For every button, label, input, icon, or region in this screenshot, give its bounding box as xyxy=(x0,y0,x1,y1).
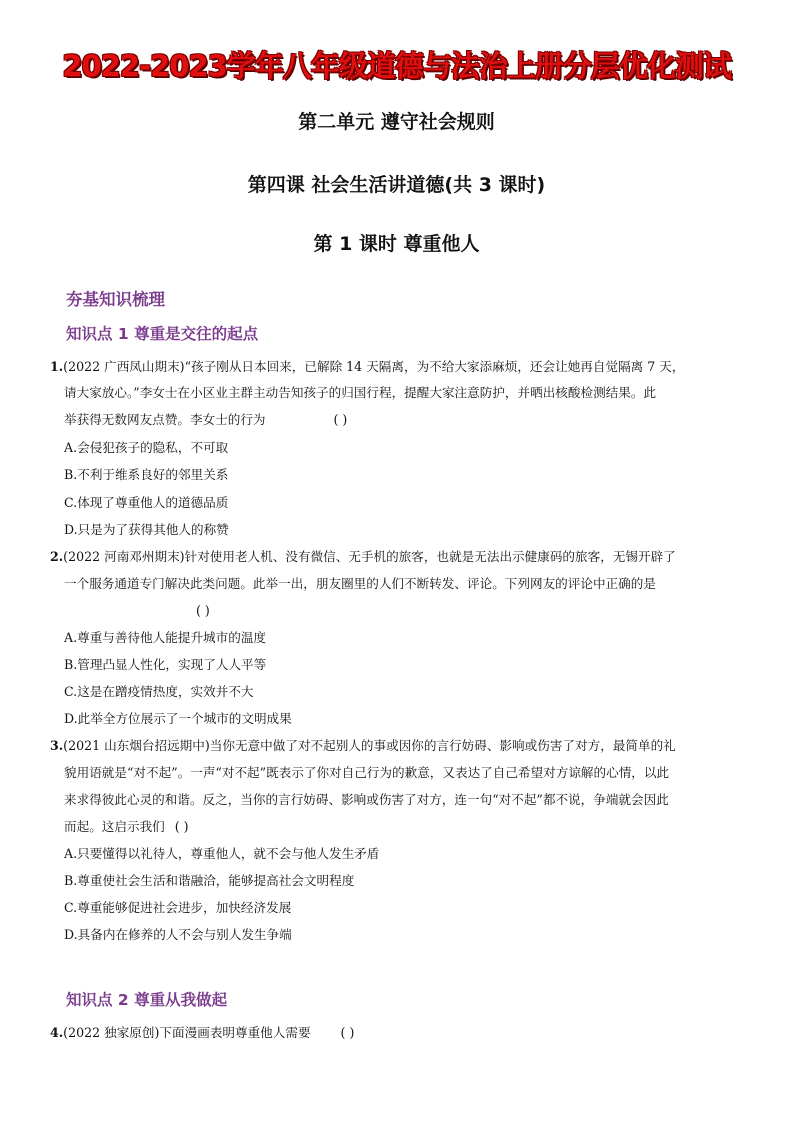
unit-title: 第二单元 遵守社会规则 xyxy=(298,111,495,133)
question-3-line-2: 貌用语就是“对不起”。一声“对不起”既表示了你对自己行为的歉意，又表达了自己希望对方谅解的心情，以此 xyxy=(64,765,670,780)
question-3-option-c: C.尊重能够促进社会进步，加快经济发展 xyxy=(64,900,292,915)
question-2-option-a: A.尊重与善待他人能提升城市的温度 xyxy=(64,630,267,645)
question-1-line-3: 举获得无数网友点赞。李女士的行为 ( ) xyxy=(64,412,348,427)
question-4-line-1: 4.(2022 独家原创)下面漫画表明尊重他人需要 ( ) xyxy=(50,1025,355,1040)
question-1-line-1: 1.(2022 广西凤山期末)“孩子刚从日本回来，已解除 14 天隔离，为不给大家添麻烦，还会让她再自觉隔离 7 天， xyxy=(50,359,685,374)
question-2-line-1: 2.(2022 河南邓州期末)针对使用老人机、没有微信、无手机的旅客，也就是无法出示健康码的旅客，无锡开辟了 xyxy=(50,549,676,564)
section-title: 夯基知识梳理 xyxy=(66,290,165,309)
knowledge-point-2-title: 知识点 2 尊重从我做起 xyxy=(66,991,228,1009)
question-2-option-b: B.管理凸显人性化，实现了人人平等 xyxy=(64,657,267,672)
answer-blank: ( ) xyxy=(196,603,210,618)
question-3-option-a: A.只要懂得以礼待人，尊重他人，就不会与他人发生矛盾 xyxy=(64,846,380,861)
answer-blank: ( ) xyxy=(340,1025,355,1040)
question-3-line-4: 而起。这启示我们 ( ) xyxy=(64,819,189,834)
question-1-option-c: C.体现了尊重他人的道德品质 xyxy=(64,495,229,510)
question-1-option-b: B.不利于维系良好的邻里关系 xyxy=(64,467,229,482)
question-3-line-1: 3.(2021 山东烟台招远期中)当你无意中做了对不起别人的事或因你的言行妨碍、影响或伤害了对方，最简单的礼 xyxy=(50,738,676,753)
question-1-option-a: A.会侵犯孩子的隐私，不可取 xyxy=(64,440,229,455)
document-banner-title: 2022-2023学年八年级道德与法治上册分层优化测试 xyxy=(62,49,731,83)
question-3-option-b: B.尊重使社会生活和谐融洽，能够提高社会文明程度 xyxy=(64,873,355,888)
question-3-option-d: D.具备内在修养的人不会与别人发生争端 xyxy=(64,927,292,942)
question-2-line-2: 一个服务通道专门解决此类问题。此举一出，朋友圈里的人们不断转发、评论。下列网友的评论中正确的是 xyxy=(64,576,656,591)
question-3-line-3: 来求得彼此心灵的和谐。反之，当你的言行妨碍、影响或伤害了对方，连一句“对不起”都不说，争端就会因此 xyxy=(64,792,669,807)
question-number: 1. xyxy=(50,359,64,374)
question-number: 2. xyxy=(50,549,64,564)
question-1-line-2: 请大家放心。”李女士在小区业主群主动告知孩子的归国行程，提醒大家注意防护，并晒出核酸检测结果。此 xyxy=(64,385,657,400)
knowledge-point-1-title: 知识点 1 尊重是交往的起点 xyxy=(66,325,259,343)
question-1-option-d: D.只是为了获得其他人的称赞 xyxy=(64,522,229,537)
answer-blank: ( ) xyxy=(174,819,189,834)
period-title: 第 1 课时 尊重他人 xyxy=(313,233,480,255)
question-number: 3. xyxy=(50,738,64,753)
question-number: 4. xyxy=(50,1025,64,1040)
answer-blank: ( ) xyxy=(333,412,348,427)
question-2-option-d: D.此举全方位展示了一个城市的文明成果 xyxy=(64,711,292,726)
question-2-option-c: C.这是在蹭疫情热度，实效并不大 xyxy=(64,684,254,699)
lesson-title: 第四课 社会生活讲道德(共 3 课时) xyxy=(247,174,546,196)
